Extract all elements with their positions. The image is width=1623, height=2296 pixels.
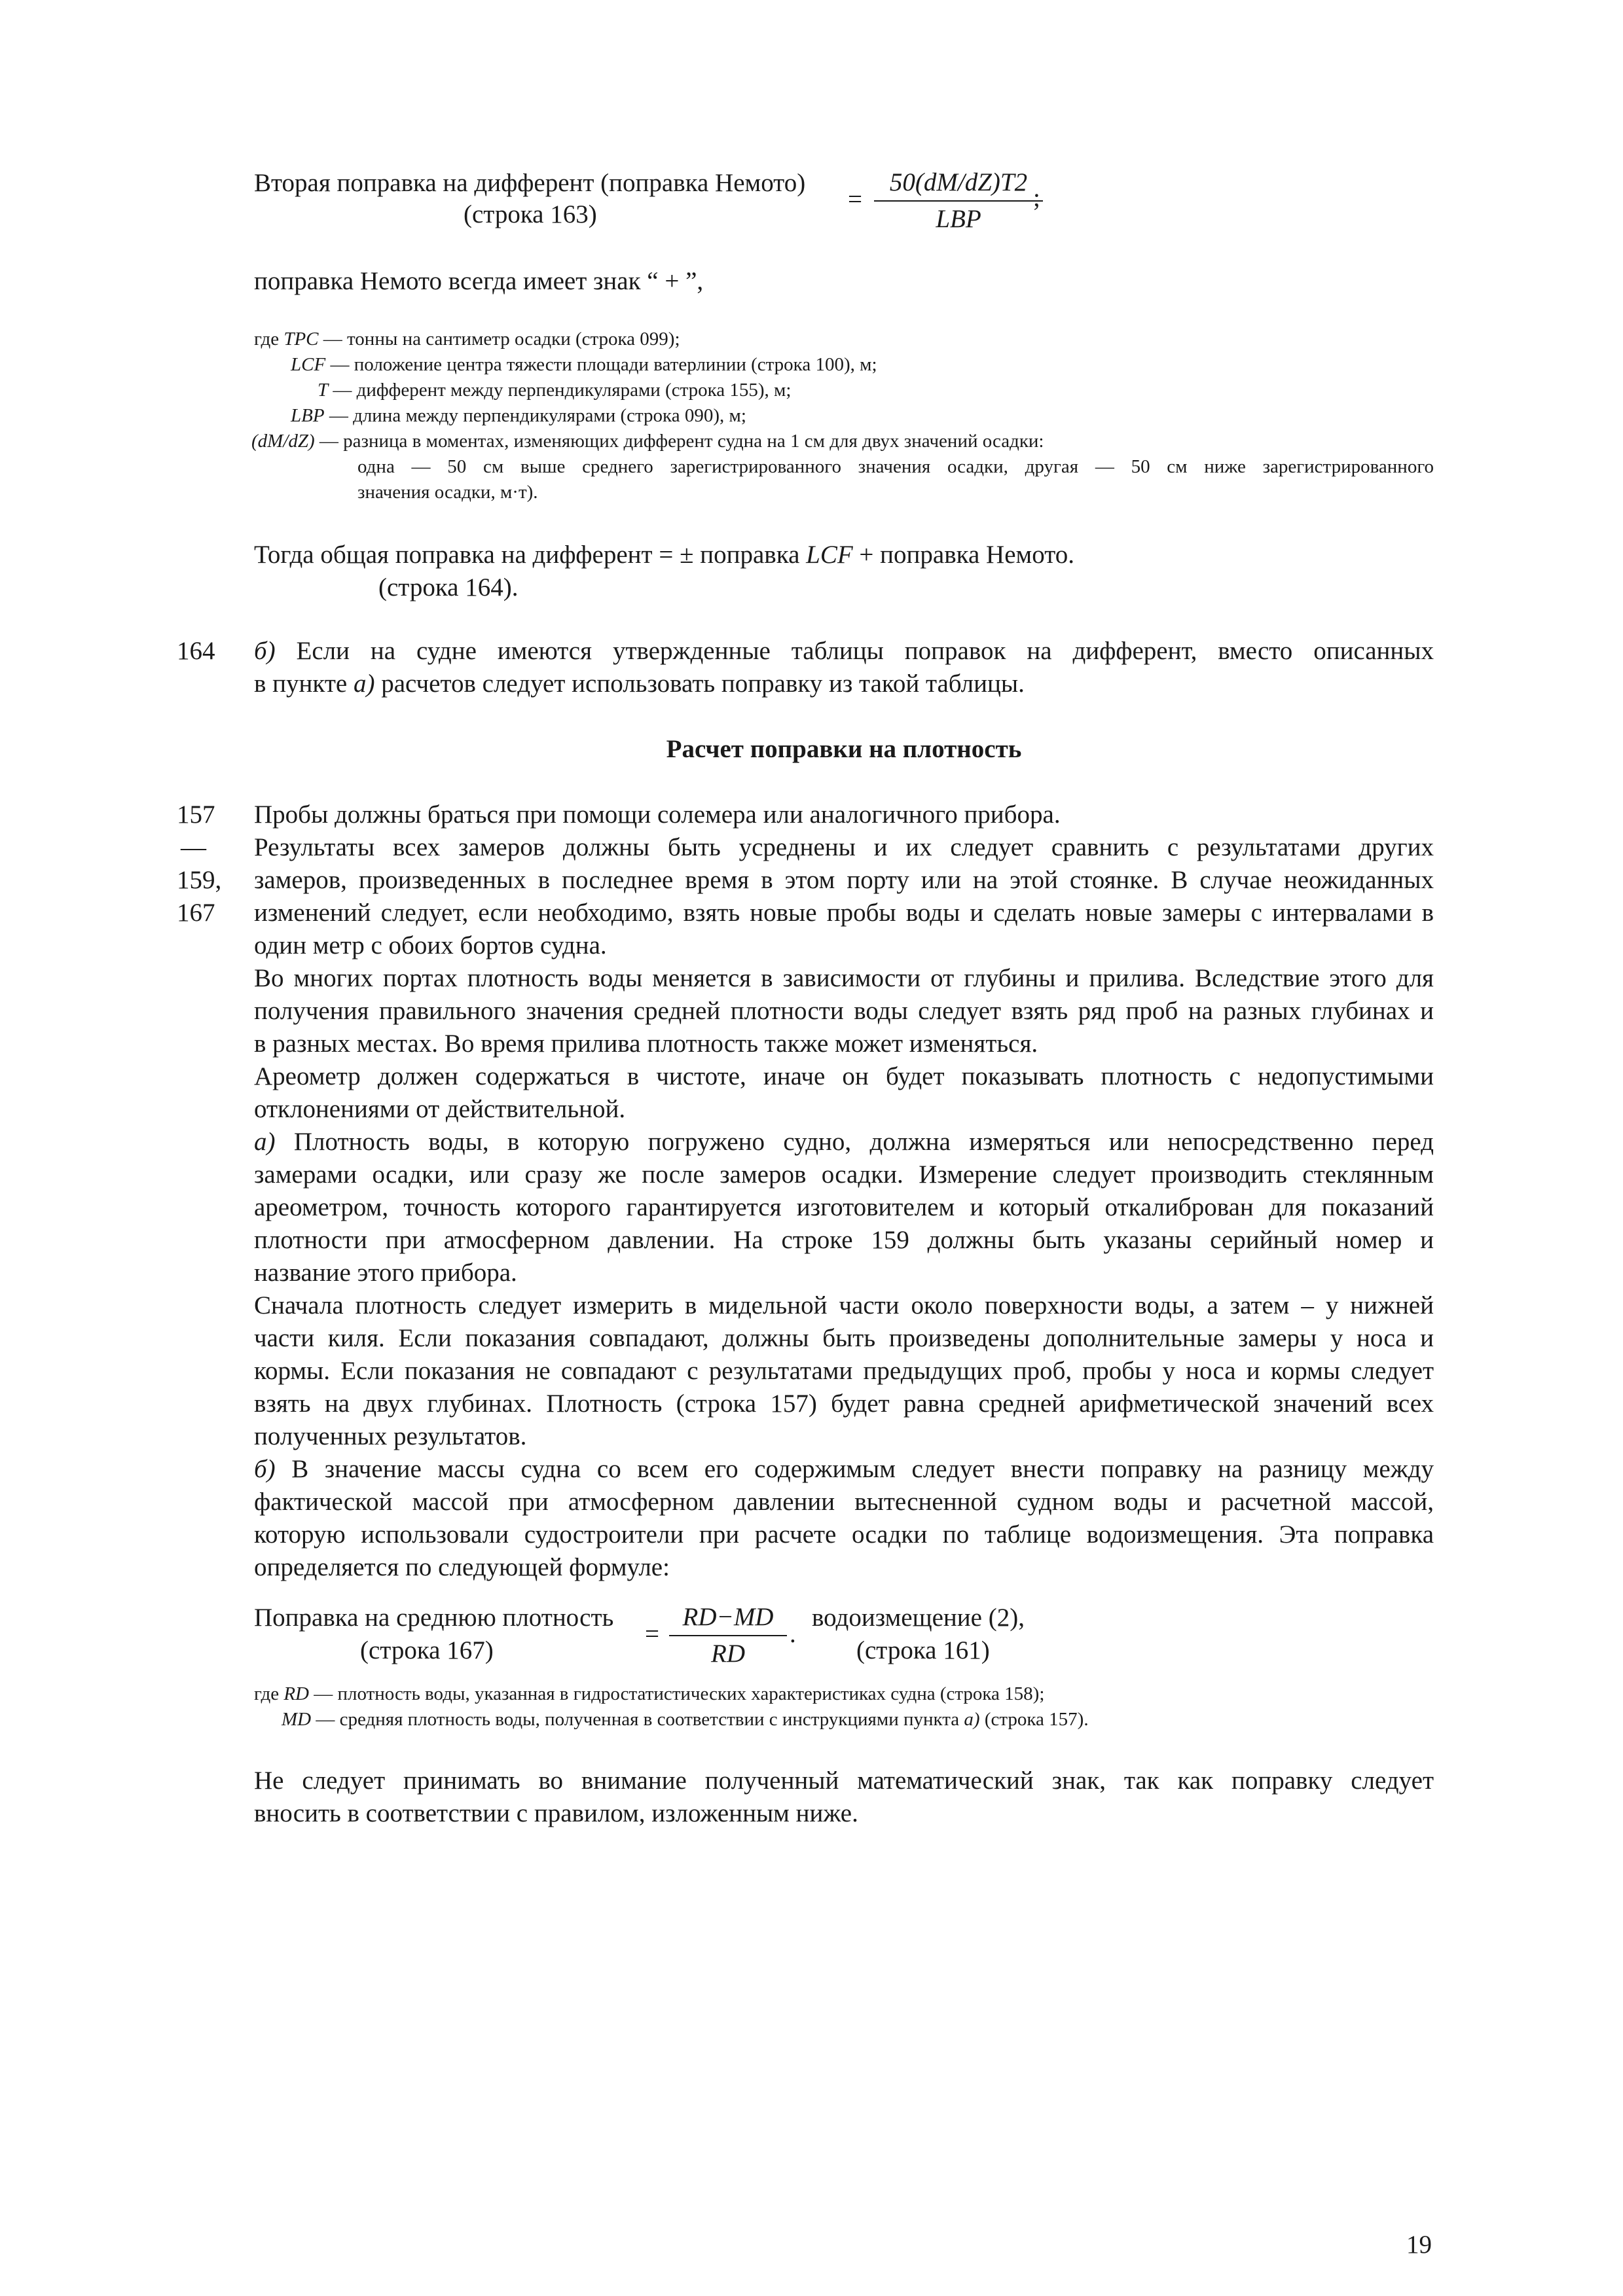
definition-text: — дифферент между перпендикулярами (строка 155), м; xyxy=(333,380,792,401)
nemoto-sign-note: поправка Немото всегда имеет знак “ + ”, xyxy=(254,267,704,295)
definition-dmdz-cont: значения осадки, м·т). xyxy=(357,482,538,503)
symbol-lbp: LBP xyxy=(291,405,325,426)
body-line: определяется по следующей формуле: xyxy=(254,1553,670,1581)
definition-md xyxy=(282,1706,1089,1732)
body-line: в разных местах. Во время прилива плотность также может изменяться. xyxy=(254,1030,1038,1058)
margin-number: 167 xyxy=(177,899,215,927)
body-line: Результаты всех замеров должны быть усреднены и их следует сравнить с результатами других xyxy=(254,833,1434,861)
density-denominator: RD xyxy=(711,1640,745,1668)
symbol-lcf: LCF xyxy=(291,354,326,375)
definition-lbp xyxy=(291,403,746,429)
body-line: один метр с обоих бортов судна. xyxy=(254,931,607,960)
body-line xyxy=(254,1126,1434,1158)
body-line: части киля. Если показания совпадают, должны быть произведены дополнительные замеры у носа и xyxy=(254,1324,1434,1352)
margin-number: 159, xyxy=(177,866,222,894)
nemoto-semicolon: ; xyxy=(1033,184,1040,212)
body-line: изменений следует, если необходимо, взять новые пробы воды и сделать новые замеры с интервалами в xyxy=(254,899,1434,927)
margin-number-164: 164 xyxy=(177,637,215,665)
nemoto-line-ref: (строка 163) xyxy=(464,200,597,228)
total-line-ref: (строка 164). xyxy=(378,573,519,601)
paragraph-164-line xyxy=(254,668,1025,700)
definition-dmdz-cont: одна — 50 см выше среднего зарегистрированного значения осадки, другая — 50 см ниже зарегистрированного xyxy=(357,456,1434,477)
symbol-t: T xyxy=(318,380,329,401)
body-line: кормы. Если показания не совпадают с результатами предыдущих проб, пробы у носа и кормы следует xyxy=(254,1357,1434,1385)
item-label-b: б) xyxy=(254,637,276,665)
definition-text: — плотность воды, указанная в гидростатистических характеристиках судна (строка 158); xyxy=(314,1683,1045,1704)
body-line: Пробы должны браться при помощи солемера или аналогичного прибора. xyxy=(254,800,1061,829)
body-line: полученных результатов. xyxy=(254,1422,527,1450)
body-line: замеров, произведенных в последнее время в этом порту или на этой стоянке. В случае неожиданных xyxy=(254,866,1434,894)
item-label-b: б) xyxy=(254,1455,276,1483)
body-line: фактической массой при атмосферном давлении вытесненной судном воды и расчетной массой, xyxy=(254,1488,1434,1516)
definition-text: — средняя плотность воды, полученная в соответствии с инструкциями пункта xyxy=(316,1709,960,1730)
definition-text: — разница в моментах, изменяющих дифферент судна на 1 см для двух значений осадки: xyxy=(319,431,1044,452)
nemoto-equals: = xyxy=(848,185,862,213)
body-line xyxy=(254,1453,1434,1486)
density-fraction xyxy=(669,1601,787,1670)
density-numerator: RD−MD xyxy=(669,1601,787,1636)
nemoto-label: Вторая поправка на дифферент (поправка Немото) xyxy=(254,169,806,197)
definition-dmdz xyxy=(251,428,1044,454)
paragraph-text: Если на судне имеются утвержденные таблицы поправок на дифферент, вместо описанных xyxy=(296,637,1434,665)
body-line: замерами осадки, или сразу же после замеров осадки. Измерение следует производить стеклянным xyxy=(254,1160,1434,1189)
symbol-tpc: TPC xyxy=(283,329,319,350)
definition-lcf xyxy=(291,351,877,378)
symbol-dmdz: (dM/dZ) xyxy=(251,431,315,452)
symbol-lcf: LCF xyxy=(806,541,853,569)
where-word: где xyxy=(254,329,280,350)
density-formula-label: Поправка на среднюю плотность xyxy=(254,1604,614,1632)
density-formula-displacement-ref: (строка 161) xyxy=(856,1636,990,1664)
margin-number: 157 xyxy=(177,800,215,829)
density-formula-dot: . xyxy=(790,1620,796,1648)
body-line: плотности при атмосферном давлении. На строке 159 должны быть указаны серийный номер и xyxy=(254,1226,1434,1254)
total-text: Тогда общая поправка на дифферент = ± поправка xyxy=(254,541,800,569)
body-line: отклонениями от действительной. xyxy=(254,1095,626,1123)
symbol-md: MD xyxy=(282,1709,312,1730)
total-correction xyxy=(254,539,1074,571)
paragraph-text: расчетов следует использовать поправку из такой таблицы. xyxy=(381,670,1025,698)
item-label-a: а) xyxy=(964,1709,980,1730)
body-line: ареометром, точность которого гарантируется изготовителем и который откалиброван для показаний xyxy=(254,1193,1434,1221)
paragraph-164-line xyxy=(254,635,1434,668)
where-word: где xyxy=(254,1683,280,1704)
nemoto-fraction xyxy=(874,166,1043,236)
definition-t xyxy=(318,377,791,403)
item-label-a: а) xyxy=(353,670,375,698)
density-formula-line-ref: (строка 167) xyxy=(360,1636,494,1664)
nemoto-denominator: LBP xyxy=(936,205,981,233)
definition-rd xyxy=(254,1681,1044,1707)
definition-tpc xyxy=(254,326,680,352)
item-label-a: а) xyxy=(254,1128,276,1156)
definition-text: — тонны на сантиметр осадки (строка 099); xyxy=(323,329,680,350)
nemoto-numerator: 50(dM/dZ)T2 xyxy=(874,166,1043,202)
definition-text: (строка 157). xyxy=(984,1709,1089,1730)
section-heading: Расчет поправки на плотность xyxy=(666,735,1022,763)
body-line: получения правильного значения средней плотности воды следует взять ряд проб на разных глубинах и xyxy=(254,997,1434,1025)
definition-text: — положение центра тяжести площади ватерлинии (строка 100), м; xyxy=(330,354,877,375)
body-line: Ареометр должен содержаться в чистоте, иначе он будет показывать плотность с недопустимыми xyxy=(254,1062,1434,1090)
body-line: Не следует принимать во внимание полученный математический знак, так как поправку следует xyxy=(254,1767,1434,1795)
body-line: которую использовали судостроители при расчете осадки по таблице водоизмещения. Эта поправка xyxy=(254,1520,1434,1549)
definition-text: — длина между перпендикулярами (строка 090), м; xyxy=(329,405,746,426)
density-formula-equals: = xyxy=(645,1620,659,1648)
density-formula-displacement: водоизмещение (2), xyxy=(812,1604,1025,1632)
paragraph-text: в пункте xyxy=(254,670,348,698)
margin-number: — xyxy=(181,833,206,861)
symbol-rd: RD xyxy=(283,1683,309,1704)
body-line: взять на двух глубинах. Плотность (строка 157) будет равна средней арифметической значений всех xyxy=(254,1390,1434,1418)
body-line: вносить в соответствии с правилом, изложенным ниже. xyxy=(254,1799,858,1827)
paragraph-text: В значение массы судна со всем его содержимым следует внести поправку на разницу между xyxy=(291,1455,1434,1483)
body-line: название этого прибора. xyxy=(254,1259,517,1287)
body-line: Во многих портах плотность воды меняется в зависимости от глубины и прилива. Вследствие этого для xyxy=(254,964,1434,992)
total-text: + поправка Немото. xyxy=(859,541,1074,569)
page-number: 19 xyxy=(1406,2231,1432,2259)
paragraph-text: Плотность воды, в которую погружено судно, должна измеряться или непосредственно перед xyxy=(293,1128,1434,1156)
body-line: Сначала плотность следует измерить в мидельной части около поверхности воды, а затем – у нижней xyxy=(254,1291,1434,1319)
